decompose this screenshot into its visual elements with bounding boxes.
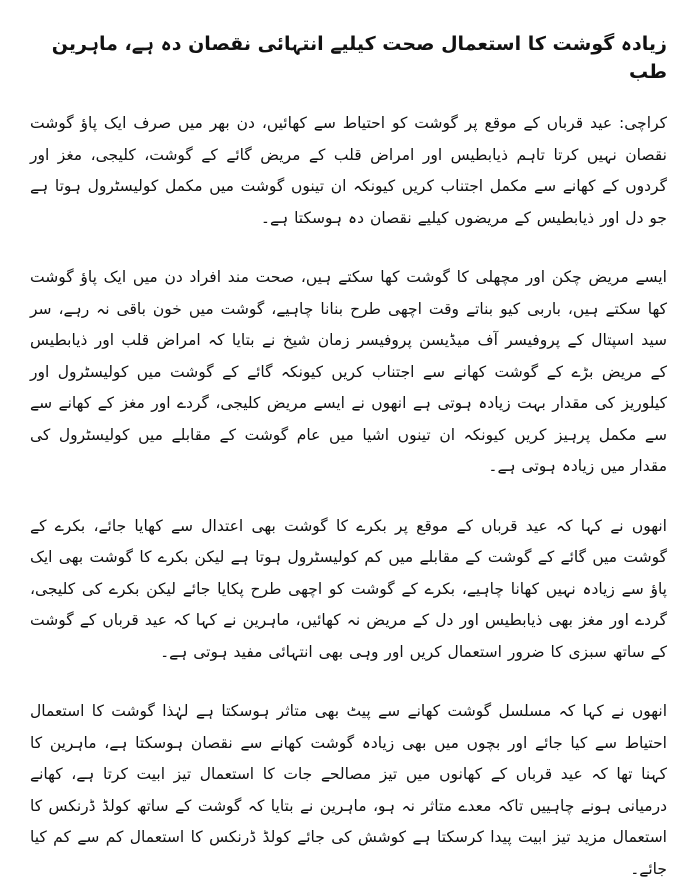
article-paragraph-4: انھوں نے کہا کہ مسلسل گوشت کھانے سے پیٹ بھی متاثر ہوسکتا ہے لہٰذا گوشت کا استعمال احتیاط سے کیا جائے اور بچوں میں بھی زیادہ گوشت کھانے سے نقصان ہوسکتا ہے، ماہرین کا کہنا تھا کہ عید قرباں کے کھانوں میں تیز مصالحے جات کا استعمال تیز ابیت کرتا ہے، کھانے درمیانی ہونے چاہییں تاکہ معدے متاثر نہ ہو، ماہرین نے بتایا کہ گوشت کے ساتھ کولڈ ڈرنکس کا استعمال مزید تیز ابیت پیدا کرسکتا ہے کوشش کی جائے کولڈ ڈرنکس کا استعمال کم سے کم کیا جائے۔	[30, 702, 668, 878]
article-paragraph-2: ایسے مریض چکن اور مچھلی کا گوشت کھا سکتے ہیں، صحت مند افراد دن میں ایک پاؤ گوشت کھا سکتے ہیں، باربی کیو بناتے وقت اچھی طرح بنانا چاہیے، گوشت میں خون باقی نہ رہے، سر سید اسپتال کے پروفیسر آف میڈیسن پروفیسر زمان شیخ نے بتایا کہ امراض قلب اور ذیابطیس کے مریض بڑے کے گوشت کھانے سے اجتناب کریں کیونکہ گائے کے گوشت میں کولیسٹرول اور کیلوریز کی مقدار بہت زیادہ ہوتی ہے انھوں نے ایسے مریض کلیجی، گردے اور مغز کے کھانے سے سے مکمل پرہیز کریں کیونکہ ان تینوں اشیا میں عام گوشت کے مقابلے میں کولیسٹرول کی مقدار میں زیادہ ہوتی ہے۔	[30, 268, 667, 475]
article-headline: زیادہ گوشت کا استعمال صحت کیلیے انتہائی نقصان دہ ہے، ماہرین طب	[51, 33, 667, 83]
article-paragraph-3: انھوں نے کہا کہ عید قرباں کے موقع پر بکرے کا گوشت بھی اعتدال سے کھایا جائے، بکرے کے گوشت میں گائے کے گوشت کے مقابلے میں کم کولیسٹرول ہوتا ہے لیکن بکرے کا گوشت بھی ایک پاؤ سے زیادہ نہیں کھانا چاہیے، بکرے کے گوشت کو اچھی طرح پکایا جائے لیکن بکرے کی کلیجی، گردے اور مغز بھی ذیابطیس اور دل کے مریض نہ کھائیں، ماہرین نے کہا کہ عید قرباں کے گوشت کے ساتھ سبزی کا ضرور استعمال کریں اور وہی بھی انتہائی مفید ہوتی ہے۔	[30, 516, 667, 661]
article-paragraph-1: کراچی: عید قرباں کے موقع پر گوشت کو احتیاط سے کھائیں، دن بھر میں صرف ایک پاؤ گوشت نقصان نہیں کرتا تاہم ذیابطیس اور امراض قلب کے مریض گائے کے گوشت، کلیجی، مغز اور گردوں کے کھانے سے مکمل اجتناب کریں کیونکہ ان تینوں گوشت میں مکمل کولیسٹرول ہوتا ہے جو دل اور ذیابطیس کے مریضوں کیلیے نقصان دہ ہوسکتا ہے۔	[30, 114, 667, 227]
